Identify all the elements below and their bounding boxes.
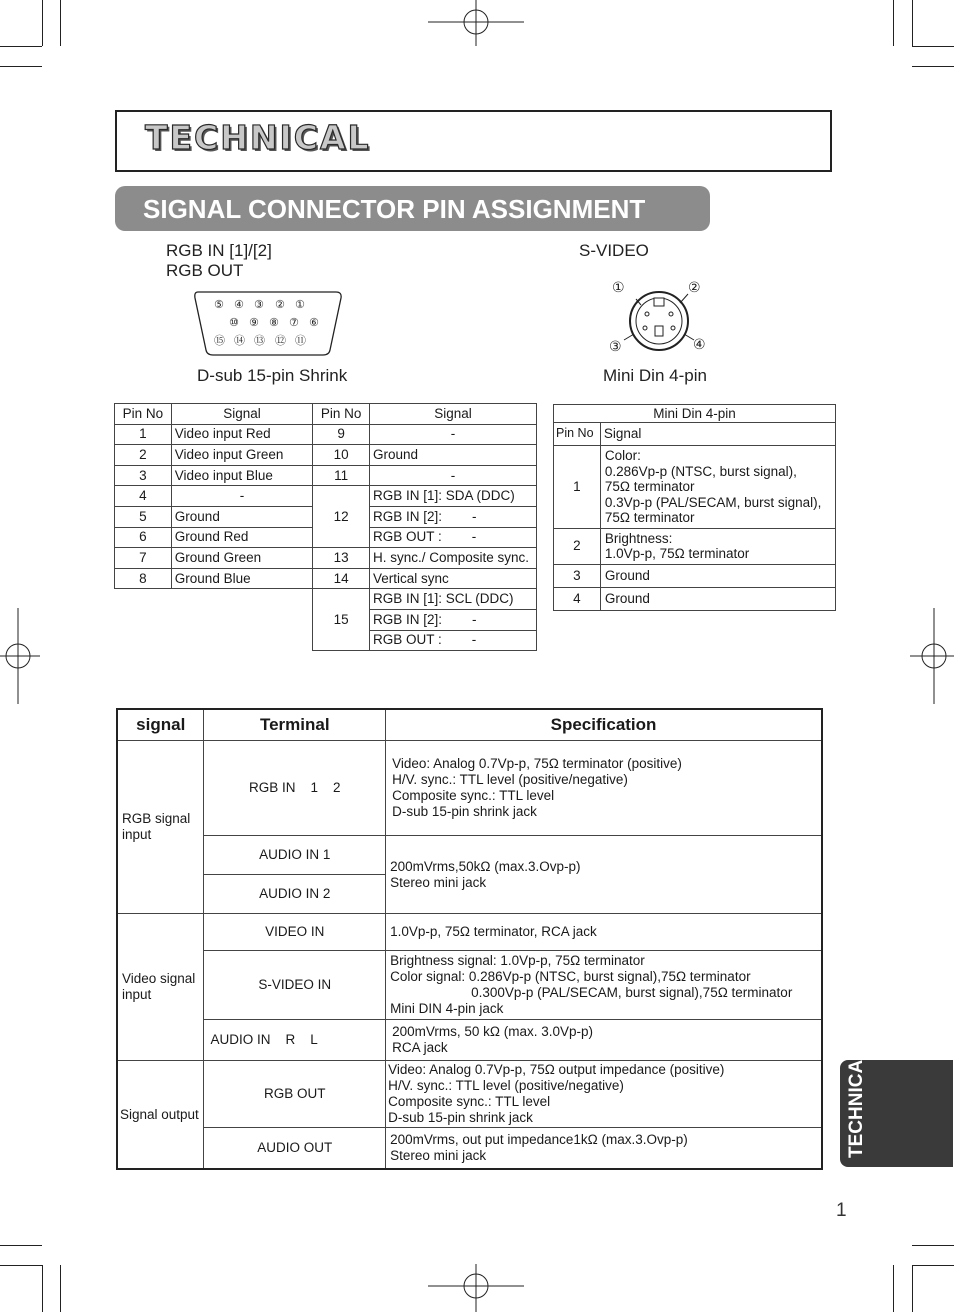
pin-number: 1	[554, 446, 601, 529]
signal-line: 0.286Vp-p (NTSC, burst signal),	[604, 463, 797, 479]
pin-signal: RGB IN [1]: SCL (DDC)	[370, 589, 537, 610]
svideo-pin-label: ③	[609, 339, 622, 355]
signal-group-label	[117, 914, 204, 1061]
dsub-pin-table	[114, 403, 537, 651]
mini-din-connector-diagram	[604, 276, 714, 358]
table-title: Mini Din 4-pin	[554, 405, 836, 423]
dsub-connector-diagram	[192, 288, 344, 358]
crop-mark	[912, 1245, 954, 1246]
crop-mark	[893, 0, 894, 46]
mini-din-caption: Mini Din 4-pin	[603, 366, 707, 385]
spec-line: Video: Analog 0.7Vp-p, 75Ω output impedance (positive)	[388, 1062, 725, 1077]
spec-line: D-sub 15-pin shrink jack	[392, 804, 537, 819]
pin-signal	[600, 446, 835, 529]
terminal-name: VIDEO IN	[204, 914, 386, 951]
pin-signal: Vertical sync	[370, 568, 537, 589]
terminal-name: RGB OUT	[204, 1061, 386, 1128]
crop-mark	[0, 66, 42, 67]
signal-group-label	[117, 741, 204, 914]
table-row	[554, 446, 836, 529]
table-row	[117, 1061, 822, 1128]
spec-line: 200mVrms,50kΩ (max.3.Ovp-p)	[390, 858, 581, 874]
table-row	[117, 914, 822, 951]
crop-mark	[912, 1265, 954, 1266]
table-row	[115, 465, 537, 486]
pin-number: 6	[115, 527, 172, 548]
spec-line: H/V. sync.: TTL level (positive/negative)	[388, 1078, 624, 1093]
spec-line: Mini DIN 4-pin jack	[390, 1001, 504, 1016]
spec-line: Brightness signal: 1.0Vp-p, 75Ω terminator	[390, 953, 645, 968]
pin-signal	[600, 528, 835, 564]
spec-line: H/V. sync.: TTL level (positive/negative)	[392, 772, 628, 787]
pin-signal: Ground	[171, 506, 312, 527]
svideo-pin-label: ④	[693, 337, 706, 353]
spec-cell	[386, 1061, 822, 1128]
empty-cell	[115, 589, 313, 651]
crop-mark	[60, 0, 61, 46]
dsub-pin-label: ⑨	[249, 316, 259, 329]
svideo-pin-label: ②	[688, 280, 701, 296]
pin-signal: Ground	[600, 564, 835, 587]
pin-number: 15	[313, 589, 370, 651]
dsub-pin-label: ⑦	[289, 316, 299, 329]
crop-mark	[893, 1265, 894, 1312]
spec-line: 0.300Vp-p (PAL/SECAM, burst signal),75Ω terminator	[471, 985, 793, 1000]
table-row	[115, 548, 537, 569]
section-title: SIGNAL CONNECTOR PIN ASSIGNMENT	[143, 194, 646, 224]
dsub-pin-label: ③	[254, 298, 264, 311]
dsub-pin-label: ④	[234, 298, 244, 311]
table-row	[117, 951, 822, 1020]
signal-line: 75Ω terminator	[604, 510, 695, 525]
pin-number: 3	[554, 564, 601, 587]
pin-number: 1	[115, 424, 172, 445]
page-number: 1	[836, 1200, 847, 1221]
terminal-name: AUDIO IN R L	[204, 1020, 386, 1061]
table-row	[117, 836, 822, 875]
dsub-pin-label: ⑩	[229, 316, 239, 329]
terminal-name: AUDIO IN 1	[204, 836, 386, 875]
table-header: Pin No	[313, 404, 370, 425]
terminal-name: AUDIO OUT	[204, 1128, 386, 1170]
pin-signal: Ground Blue	[171, 568, 312, 589]
table-title-row	[554, 405, 836, 423]
table-header: Signal	[171, 404, 312, 425]
spec-line: 200mVrms, 50 kΩ (max. 3.0Vp-p)	[392, 1024, 593, 1039]
section-banner	[115, 186, 710, 231]
table-header: Terminal	[204, 709, 386, 741]
crop-mark	[912, 1265, 913, 1312]
table-row	[115, 589, 537, 610]
dsub-pin-label: ②	[275, 298, 285, 311]
crop-mark	[0, 46, 42, 47]
pin-signal: Ground Green	[171, 548, 312, 569]
table-row	[554, 564, 836, 587]
spec-line: Composite sync.: TTL level	[388, 1094, 551, 1109]
pin-signal: -	[171, 486, 312, 507]
signal-group-line: RGB signal	[122, 811, 191, 826]
pin-signal: Video input Green	[171, 445, 312, 466]
terminal-name: S-VIDEO IN	[204, 951, 386, 1020]
signal-line: 0.3Vp-p (PAL/SECAM, burst signal),	[604, 494, 822, 510]
svideo-pin-table	[553, 404, 836, 611]
pin-signal: RGB IN [2]: -	[370, 609, 537, 630]
crop-mark	[912, 46, 954, 47]
dsub-caption: D-sub 15-pin Shrink	[197, 366, 348, 385]
table-row	[117, 1020, 822, 1061]
signal-line: 1.0Vp-p, 75Ω terminator	[604, 546, 750, 561]
pin-signal: -	[370, 465, 537, 486]
pin-signal: -	[370, 424, 537, 445]
spec-cell	[386, 951, 822, 1020]
pin-number: 9	[313, 424, 370, 445]
signal-line: Color:	[604, 448, 641, 463]
table-row	[115, 445, 537, 466]
spec-cell	[386, 836, 822, 914]
page-title: TECHNICAL	[145, 118, 371, 157]
table-header-row	[115, 404, 537, 425]
spec-line: Composite sync.: TTL level	[392, 788, 555, 803]
signal-group-line: Video signal	[122, 971, 196, 986]
signal-group-line: Signal output	[120, 1106, 199, 1122]
rgb-connector-label-1: RGB IN [1]/[2]	[166, 241, 272, 260]
spec-line: Stereo mini jack	[390, 1148, 487, 1163]
pin-signal: Ground	[600, 587, 835, 610]
table-header: Pin No	[554, 423, 601, 446]
dsub-pin-label: ⑫	[275, 334, 286, 347]
pin-signal: RGB IN [1]: SDA (DDC)	[370, 486, 537, 507]
registration-mark-top	[428, 0, 524, 48]
crop-mark	[42, 1265, 43, 1312]
signal-group-label	[117, 1061, 204, 1170]
spec-cell	[386, 741, 822, 836]
dsub-pin-label: ⑮	[214, 334, 225, 347]
spec-cell	[386, 1020, 822, 1061]
pin-signal: RGB OUT : -	[370, 630, 537, 651]
signal-line: 75Ω terminator	[604, 479, 695, 494]
crop-mark	[60, 1265, 61, 1312]
pin-number: 14	[313, 568, 370, 589]
pin-number: 7	[115, 548, 172, 569]
dsub-pin-label: ⑬	[254, 334, 265, 347]
dsub-pin-label: ⑤	[214, 298, 224, 311]
table-row	[554, 587, 836, 610]
table-header: Signal	[370, 404, 537, 425]
pin-number: 3	[115, 465, 172, 486]
pin-number: 13	[313, 548, 370, 569]
table-row	[115, 424, 537, 445]
pin-signal: RGB OUT : -	[370, 527, 537, 548]
spec-line: Stereo mini jack	[390, 874, 487, 890]
specification-table	[116, 708, 823, 1170]
spec-line: Color signal: 0.286Vp-p (NTSC, burst signal),75Ω terminator	[390, 969, 751, 984]
crop-mark	[0, 1245, 42, 1246]
registration-mark-left	[0, 608, 40, 704]
terminal-name: AUDIO IN 2	[204, 875, 386, 914]
registration-mark-bottom	[428, 1264, 524, 1312]
pin-number: 11	[313, 465, 370, 486]
dsub-pin-label: ⑭	[234, 334, 245, 347]
crop-mark	[42, 0, 43, 46]
table-header: Specification	[386, 709, 822, 741]
side-tab-label: TECHNICAL	[846, 1048, 867, 1158]
registration-mark-right	[910, 608, 954, 704]
dsub-pin-label: ①	[295, 298, 305, 311]
table-row	[554, 528, 836, 564]
table-header-row	[117, 709, 822, 741]
table-header: Signal	[600, 423, 835, 446]
crop-mark	[912, 0, 913, 46]
table-row	[115, 568, 537, 589]
pin-number: 8	[115, 568, 172, 589]
title-box	[115, 110, 832, 172]
dsub-pin-label: ⑧	[269, 316, 279, 329]
spec-line: D-sub 15-pin shrink jack	[388, 1110, 533, 1125]
table-row	[117, 741, 822, 836]
crop-mark	[0, 1265, 42, 1266]
svideo-label: S-VIDEO	[579, 241, 649, 260]
table-header: Pin No	[115, 404, 172, 425]
dsub-pin-label: ⑥	[309, 316, 319, 329]
svideo-pin-label: ①	[612, 280, 625, 296]
spec-line: Video: Analog 0.7Vp-p, 75Ω terminator (positive)	[392, 756, 682, 771]
crop-mark	[912, 66, 954, 67]
pin-signal: H. sync./ Composite sync.	[370, 548, 537, 569]
pin-number: 10	[313, 445, 370, 466]
pin-number: 5	[115, 506, 172, 527]
pin-signal: Ground Red	[171, 527, 312, 548]
pin-number: 12	[313, 486, 370, 548]
signal-group-line: input	[122, 987, 152, 1002]
table-row	[117, 1128, 822, 1170]
signal-line: Brightness:	[604, 530, 673, 546]
spec-line: 200mVrms, out put impedance1kΩ (max.3.Ovp-p)	[390, 1132, 688, 1147]
spec-cell: 1.0Vp-p, 75Ω terminator, RCA jack	[386, 914, 822, 951]
pin-number: 2	[554, 528, 601, 564]
spec-line: RCA jack	[392, 1040, 448, 1055]
table-header-row	[554, 423, 836, 446]
table-header: signal	[117, 709, 204, 741]
pin-signal: Video input Red	[171, 424, 312, 445]
terminal-name: RGB IN 1 2	[204, 741, 386, 836]
dsub-pin-label: ⑪	[295, 334, 306, 347]
rgb-connector-label-2: RGB OUT	[166, 261, 244, 280]
pin-number: 4	[115, 486, 172, 507]
pin-number: 4	[554, 587, 601, 610]
signal-group-line: input	[122, 827, 152, 842]
spec-cell	[386, 1128, 822, 1170]
pin-signal: Video input Blue	[171, 465, 312, 486]
pin-number: 2	[115, 445, 172, 466]
pin-signal: RGB IN [2]: -	[370, 506, 537, 527]
section-side-tab	[840, 1048, 953, 1167]
table-row	[115, 486, 537, 507]
pin-signal: Ground	[370, 445, 537, 466]
